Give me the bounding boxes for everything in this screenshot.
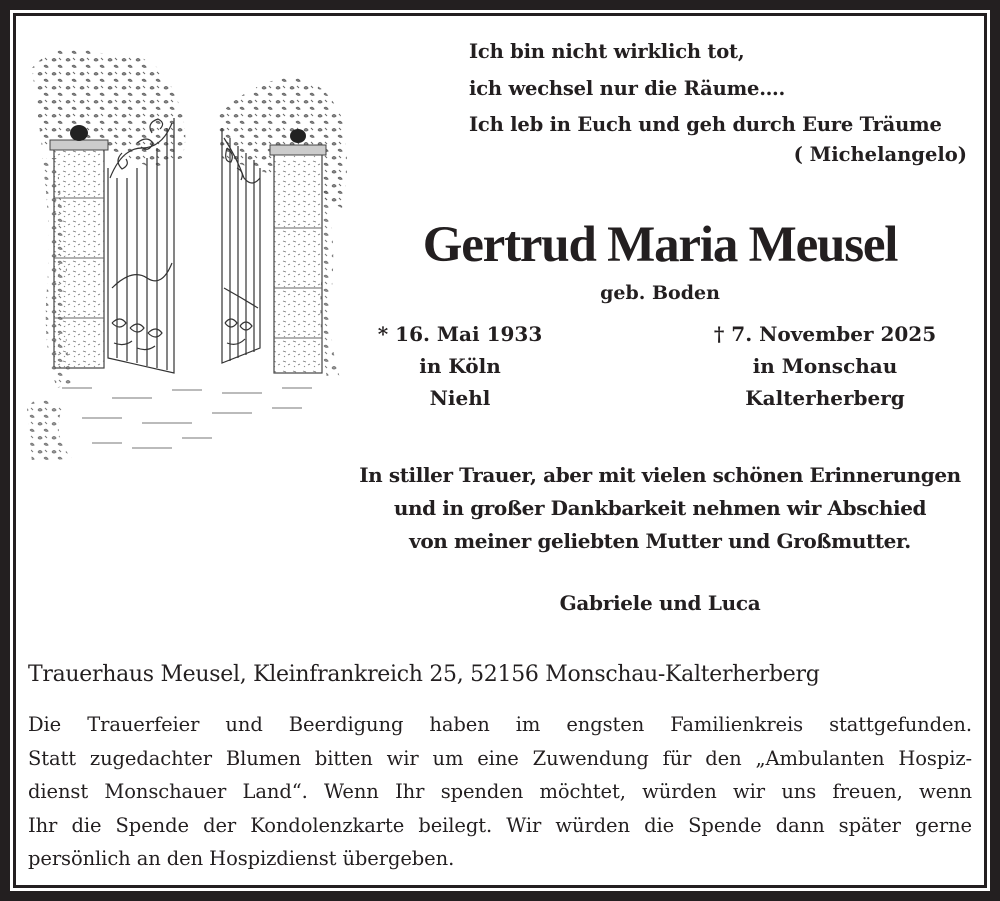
death-info (700, 318, 950, 414)
notice-line: Ihr die Spende der Kondolenzkarte beilegt. Wir würden die Spende dann später gerne (28, 813, 972, 837)
gate-icon (22, 28, 358, 468)
poem-line: Ich leb in Euch und geh durch Eure Träume (469, 113, 942, 136)
funeral-notice (28, 708, 972, 876)
death-district: Kalterherberg (745, 386, 905, 410)
signatories: Gabriele und Luca (559, 591, 761, 615)
notice-line: dienst Monschauer Land“. Wenn Ihr spenden möchtet, würden wir uns freuen, wenn (28, 780, 972, 803)
poem-line: Ich bin nicht wirklich tot, (469, 40, 745, 63)
notice-line: Die Trauerfeier und Beerdigung haben im engsten Familienkreis stattgefunden. (28, 713, 972, 736)
birth-place: in Köln (419, 354, 501, 378)
notice-line: persönlich an den Hospizdienst übergeben. (28, 847, 455, 870)
poem-author: ( Michelangelo) (793, 143, 967, 166)
death-date: † 7. November 2025 (713, 322, 937, 346)
birth-district: Niehl (429, 386, 491, 410)
mourning-line: von meiner geliebten Mutter und Großmutter. (409, 529, 911, 553)
poem-quote (469, 34, 969, 144)
maiden-name: geb. Boden (600, 282, 720, 304)
mourning-house-address: Trauerhaus Meusel, Kleinfrankreich 25, 52156 Monschau-Kalterherberg (28, 662, 820, 687)
notice-line: Statt zugedachter Blumen bitten wir um eine Zuwendung für den „Ambulanten Hospiz- (28, 746, 972, 770)
deceased-name: Gertrud Maria Meusel (422, 217, 898, 273)
mourning-line: In stiller Trauer, aber mit vielen schönen Erinnerungen (359, 463, 961, 487)
poem-line: ich wechsel nur die Räume…. (469, 76, 786, 100)
death-place: in Monschau (752, 354, 898, 378)
mourning-line: und in großer Dankbarkeit nehmen wir Abschied (393, 496, 927, 520)
birth-info (360, 318, 560, 414)
mourning-text (340, 459, 980, 558)
birth-date: * 16. Mai 1933 (377, 322, 543, 346)
garden-gate-illustration (22, 28, 358, 468)
